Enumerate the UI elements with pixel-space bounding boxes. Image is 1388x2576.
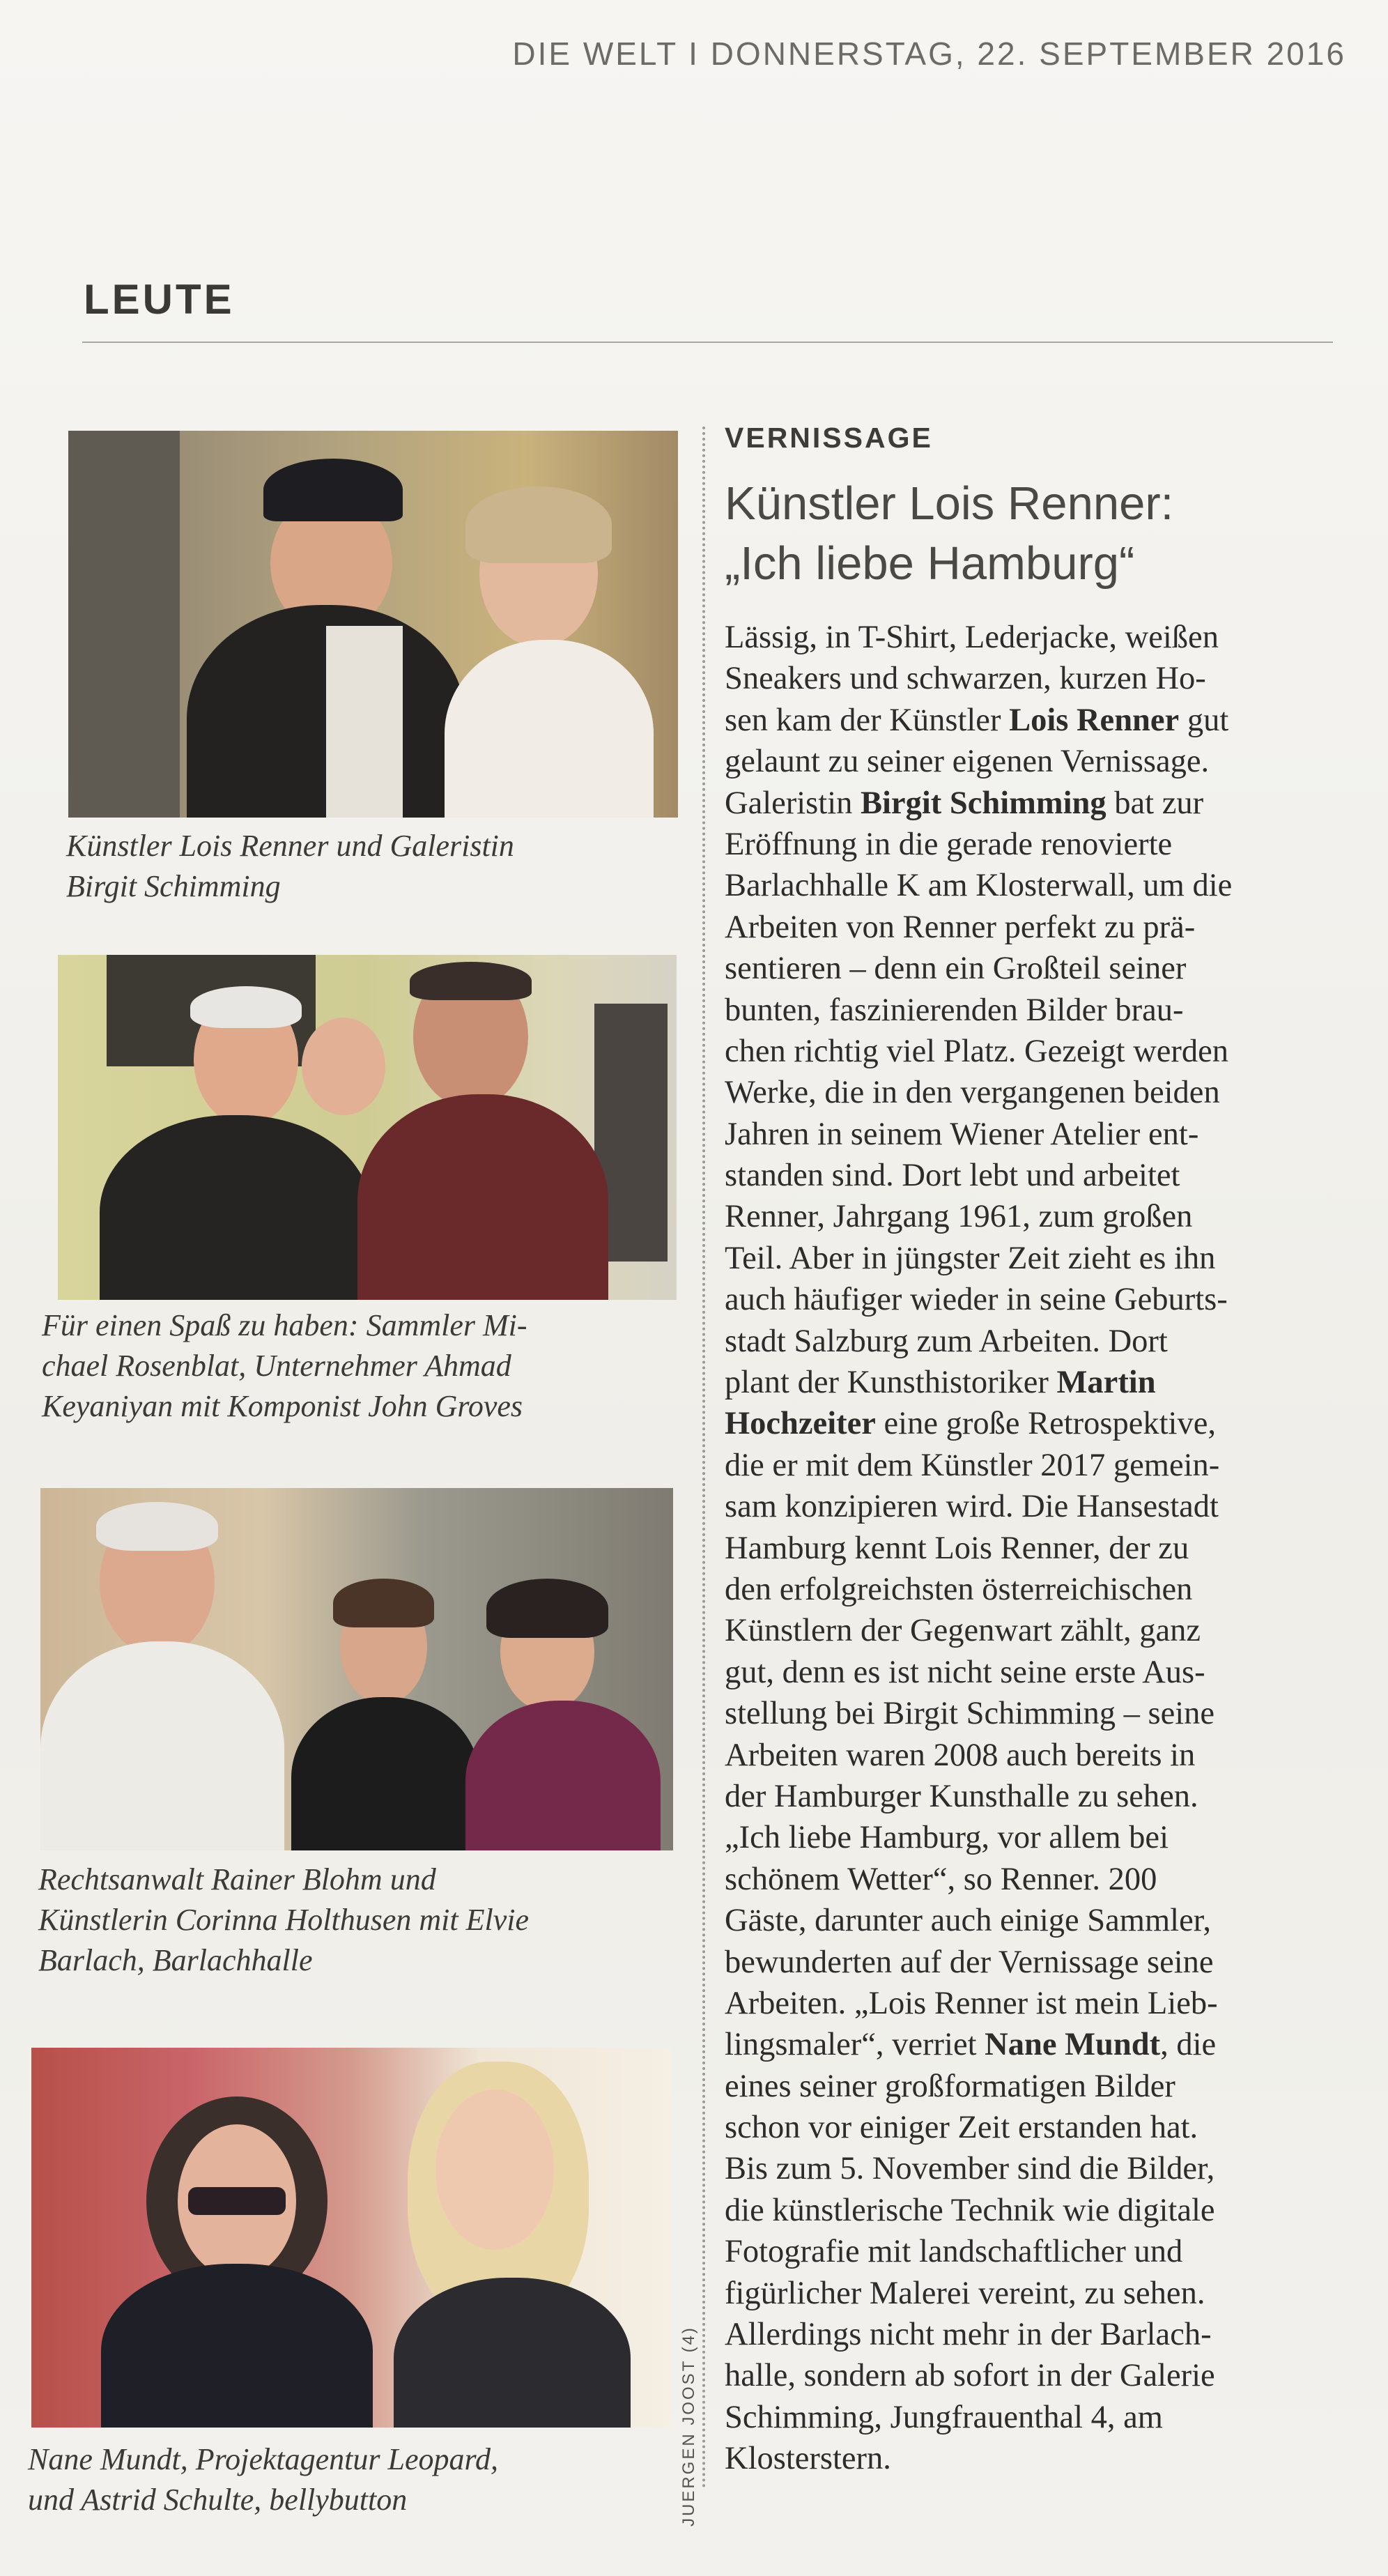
article-line (725, 824, 1366, 865)
photo-blohm-holthusen-barlach (40, 1488, 673, 1850)
article-name-highlight: Martin (1056, 1365, 1156, 1401)
masthead: DIE WELT I DONNERSTAG, 22. SEPTEMBER 2016 (512, 36, 1346, 72)
article-text: eines seiner großformatigen Bilder (725, 2068, 1175, 2104)
section-title: LEUTE (84, 276, 235, 323)
article-text: gelaunt zu seiner eigenen Vernissage. (725, 744, 1210, 780)
article-text: Renner, Jahrgang 1961, zum großen (725, 1199, 1193, 1235)
article-line (725, 1693, 1366, 1734)
article-text: plant der Kunsthistoriker (725, 1365, 1057, 1401)
article-name-highlight: Lois Renner (1009, 702, 1180, 738)
article-line (725, 990, 1366, 1031)
article-line (725, 865, 1366, 906)
article-text: Teil. Aber in jüngster Zeit zieht es ihn (725, 1240, 1216, 1276)
article-line (725, 1238, 1366, 1279)
article-text: die er mit dem Künstler 2017 gemein- (725, 1447, 1220, 1483)
article-line (725, 2107, 1366, 2148)
article-text: Eröffnung in die gerade renovierte (725, 826, 1173, 862)
article-name-highlight: Birgit Schimming (861, 785, 1106, 821)
article-line (725, 1817, 1366, 1858)
article-text: bat zur (1106, 785, 1204, 821)
article-text: , die (1160, 2027, 1217, 2063)
article-line (725, 1735, 1366, 1776)
article-text: Künstlern der Gegenwart zählt, ganz (725, 1613, 1201, 1649)
article-text: figürlicher Malerei vereint, zu sehen. (725, 2275, 1205, 2311)
article-text: halle, sondern ab sofort in der Galerie (725, 2358, 1215, 2394)
article-text: sen kam der Künstler (725, 702, 1010, 738)
article-text: Barlachhalle K am Klosterwall, um die (725, 868, 1233, 904)
photo-caption: Für einen Spaß zu haben: Sammler Mi- chael Rosenblat, Unternehmer Ahmad Keyaniyan mit Komponist John Groves (42, 1308, 527, 1423)
article-line (725, 2024, 1366, 2065)
article-text: standen sind. Dort lebt und arbeitet (725, 1158, 1180, 1194)
article-line (725, 1569, 1366, 1610)
article-text: Arbeiten von Renner perfekt zu prä- (725, 909, 1196, 945)
article-line (725, 1031, 1366, 1072)
photo-rosenblat-keyaniyan-groves (58, 955, 677, 1300)
photo-caption: Nane Mundt, Projektagentur Leopard, und Astrid Schulte, bellybutton (28, 2442, 498, 2517)
article-line (725, 2355, 1366, 2396)
article-line (725, 2314, 1366, 2355)
article-text: stadt Salzburg zum Arbeiten. Dort (725, 1323, 1168, 1359)
article-headline: Künstler Lois Renner: „Ich liebe Hamburg“ (725, 477, 1174, 590)
article-line (725, 1196, 1366, 1237)
article-line (725, 2231, 1366, 2272)
article-text: auch häufiger wieder in seine Geburts- (725, 1282, 1228, 1318)
article-line (725, 741, 1366, 782)
article-line (725, 1279, 1366, 1320)
photo-credit: JUERGEN JOOST (4) (679, 2326, 698, 2527)
article-text: Werke, die in den vergangenen beiden (725, 1075, 1220, 1111)
article-text: Allerdings nicht mehr in der Barlach- (725, 2317, 1212, 2353)
article-line (725, 1321, 1366, 1362)
article-line (725, 2438, 1366, 2479)
article-body (725, 617, 1366, 2480)
photo-caption: Künstler Lois Renner und Galeristin Birgit Schimming (66, 829, 514, 903)
article-line (725, 1776, 1366, 1817)
article-text: sentieren – denn ein Großteil seiner (725, 951, 1187, 987)
article-line (725, 1362, 1366, 1403)
article-text: Jahren in seinem Wiener Atelier ent- (725, 1116, 1199, 1152)
article-line (725, 1610, 1366, 1651)
article-line (725, 1983, 1366, 2024)
article-text: schon vor einiger Zeit erstanden hat. (725, 2110, 1198, 2146)
article-line (725, 2148, 1366, 2189)
article-text: sam konzipieren wird. Die Hansestadt (725, 1489, 1219, 1525)
article-line (725, 1403, 1366, 1444)
article-line (725, 1528, 1366, 1569)
column-divider (702, 427, 705, 2490)
article-text: schönem Wetter“, so Renner. 200 (725, 1861, 1157, 1897)
article-text: der Hamburger Kunsthalle zu sehen. (725, 1778, 1198, 1814)
article-text: die künstlerische Technik wie digitale (725, 2192, 1215, 2228)
article-text: Gäste, darunter auch einige Sammler, (725, 1903, 1211, 1939)
article-line (725, 1114, 1366, 1155)
article-line (725, 617, 1366, 658)
article-text: Klosterstern. (725, 2441, 891, 2477)
article-text: Arbeiten. „Lois Renner ist mein Lieb- (725, 1985, 1218, 2021)
article-line (725, 658, 1366, 699)
article-text: bewunderten auf der Vernissage seine (725, 1944, 1214, 1980)
article-name-highlight: Nane Mundt (985, 2027, 1161, 2063)
article-line (725, 1445, 1366, 1486)
article-line (725, 2066, 1366, 2107)
article-text: Fotografie mit landschaftlicher und (725, 2234, 1183, 2270)
article-line (725, 1486, 1366, 1527)
article-text: stellung bei Birgit Schimming – seine (725, 1696, 1215, 1732)
article-text: eine große Retrospektive, (875, 1406, 1216, 1442)
article-text: Lässig, in T-Shirt, Lederjacke, weißen (725, 620, 1219, 655)
article-name-highlight: Hochzeiter (725, 1406, 876, 1442)
photo-caption: Rechtsanwalt Rainer Blohm und Künstlerin Corinna Holthusen mit Elvie Barlach, Barlachhalle (38, 1862, 529, 1977)
article-text: gut (1179, 702, 1229, 738)
article-line (725, 1652, 1366, 1693)
article-text: Hamburg kennt Lois Renner, der zu (725, 1530, 1189, 1566)
article-text: „Ich liebe Hamburg, vor allem bei (725, 1820, 1169, 1856)
article-text: bunten, faszinierenden Bilder brau- (725, 992, 1184, 1028)
photo-lois-renner-birgit-schimming (68, 431, 678, 818)
article-text: gut, denn es ist nicht seine erste Aus- (725, 1654, 1205, 1690)
article-line (725, 1900, 1366, 1941)
article-text: Galeristin (725, 785, 861, 821)
article-line (725, 1072, 1366, 1113)
article-text: Schimming, Jungfrauenthal 4, am (725, 2399, 1163, 2435)
article-line (725, 2397, 1366, 2438)
article-line (725, 1859, 1366, 1900)
article-text: den erfolgreichsten österreichischen (725, 1571, 1193, 1607)
article-line (725, 2190, 1366, 2231)
section-divider (82, 342, 1333, 343)
article-text: Sneakers und schwarzen, kurzen Ho- (725, 661, 1206, 697)
article-line (725, 1155, 1366, 1196)
article-line (725, 700, 1366, 741)
article-kicker: VERNISSAGE (725, 422, 933, 454)
article-line (725, 907, 1366, 948)
article-line (725, 948, 1366, 989)
article-line (725, 783, 1366, 824)
photo-mundt-schulte (31, 2048, 671, 2428)
article-text: lingsmaler“, verriet (725, 2027, 985, 2063)
article-text: Arbeiten waren 2008 auch bereits in (725, 1737, 1196, 1773)
article-text: Bis zum 5. November sind die Bilder, (725, 2151, 1215, 2187)
article-line (725, 1942, 1366, 1983)
article-text: chen richtig viel Platz. Gezeigt werden (725, 1033, 1229, 1069)
article-line (725, 2273, 1366, 2314)
